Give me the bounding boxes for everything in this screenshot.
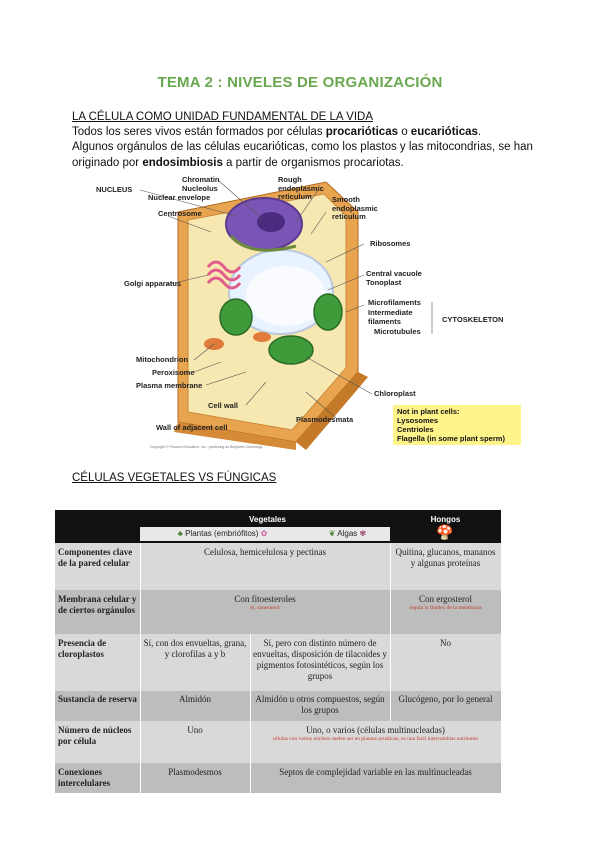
row-cell: Almidón u otros compuestos, según los grupos <box>255 694 385 715</box>
label-mitochondrion: Mitochondrion <box>136 355 189 364</box>
label-cytoskeleton: CYTOSKELETON <box>442 315 504 324</box>
page-title: TEMA 2 : NIVELES DE ORGANIZACIÓN <box>157 74 443 91</box>
not-in-plant-cells-note: Not in plant cells: Lysosomes Centrioles Flagella (in some plant sperm) <box>393 405 521 445</box>
label-tonoplast: Tonoplast <box>366 278 402 287</box>
row-cell: Celulosa, hemicelulosa y pectinas <box>204 547 326 557</box>
row-cell: No <box>440 638 451 648</box>
row-cell: Con ergosterol regula la fluidez de la membrana <box>409 594 482 611</box>
figure-copyright: Copyright © Pearson Education, Inc., publishing as Benjamin Cummings. <box>150 445 264 449</box>
label-plasma-membrane: Plasma membrane <box>136 381 203 390</box>
intro-paragraph-1: Todos los seres vivos están formados por células procarióticas o eucarióticas. <box>72 126 482 138</box>
plant-icon: ♣ <box>177 529 186 538</box>
row-cell: Uno <box>187 725 203 735</box>
row-label: Componentes clave de la pared celular <box>58 547 133 568</box>
row-label: Número de núcleos por célula <box>58 725 132 746</box>
row-cell: Septos de complejidad variable en las multinucleadas <box>279 767 472 777</box>
label-microfilaments: Microfilaments <box>368 298 421 307</box>
label-chloroplast: Chloroplast <box>374 389 416 398</box>
label-rough-er: Rough endoplasmic reticulum <box>278 175 324 201</box>
label-cell-wall: Cell wall <box>208 401 239 410</box>
label-centrosome: Centrosome <box>158 209 202 218</box>
row-label: Sustancia de reserva <box>58 694 137 704</box>
label-nucleus: NUCLEUS <box>96 185 133 194</box>
row-label: Presencia de cloroplastos <box>58 638 107 659</box>
column-divider <box>390 543 391 721</box>
label-wall-adjacent-cell: Wall of adjacent cell <box>156 423 228 432</box>
row-label: Membrana celular y de ciertos orgánulos <box>58 594 137 615</box>
subheader-algas: ❦ Algas ✾ <box>305 527 390 541</box>
label-microtubules: Microtubules <box>374 327 421 336</box>
section-heading-comparison: CÉLULAS VEGETALES VS FÚNGICAS <box>72 472 277 484</box>
row-label: Conexiones intercelulares <box>58 767 111 788</box>
label-ribosomes: Ribosomes <box>370 239 411 248</box>
label-nuclear-envelope: Nuclear envelope <box>148 193 211 202</box>
label-smooth-er: Smooth endoplasmic reticulum <box>332 195 378 221</box>
flower-icon: ✿ <box>258 529 268 538</box>
header-vegetales: Vegetales <box>249 515 286 524</box>
row-cell: Quitina, glucanos, mananos y algunas proteínas <box>395 547 496 568</box>
row-cell: Con fitoesteroles ej. sitoesterol <box>234 594 296 611</box>
row-cell: Almidón <box>178 694 211 704</box>
red-algae-icon: ✾ <box>357 529 367 538</box>
label-nucleolus: Nucleolus <box>182 184 218 193</box>
label-chromatin: Chromatin <box>182 175 220 184</box>
label-central-vacuole: Central vacuole <box>366 269 422 278</box>
mushroom-icon: 🍄 <box>436 525 454 541</box>
column-divider <box>250 634 251 793</box>
label-intermediate-filaments: Intermediate filaments <box>368 308 413 326</box>
algae-icon: ❦ <box>328 529 338 538</box>
intro-paragraph-2: Algunos orgánulos de las células eucarióticas, como los plastos y las mitocondrias, se han originado por endosimbiosis a partir de organismos procariotas. <box>72 141 533 169</box>
row-cell: Sí, con dos envueltas, grana, y clorofilas a y b <box>143 638 247 659</box>
subheader-plantas: ♣ Plantas (embriófitos) ✿ <box>140 527 305 541</box>
label-golgi: Golgi apparatus <box>124 279 182 288</box>
section-heading-cell: LA CÉLULA COMO UNIDAD FUNDAMENTAL DE LA VIDA <box>72 111 373 123</box>
label-peroxisome: Peroxisome <box>152 368 195 377</box>
row-cell: Uno, o varios (células multinucleadas) células con varios núcleos suelen ser en plantas acuáticas, es una facil intercambiar nutrientes <box>272 725 479 742</box>
row-cell: Sí, pero con distinto número de envueltas, disposición de tilacoides y pigmentos fotosintéticos, según los grupos <box>253 638 387 681</box>
row-cell: Glucógeno, por lo general <box>398 694 493 704</box>
row-cell: Plasmodesmos <box>168 767 222 777</box>
header-hongos: Hongos <box>430 515 461 524</box>
label-plasmodesmata: Plasmodesmata <box>296 415 354 424</box>
comparison-table <box>55 510 501 793</box>
column-divider <box>140 543 141 793</box>
